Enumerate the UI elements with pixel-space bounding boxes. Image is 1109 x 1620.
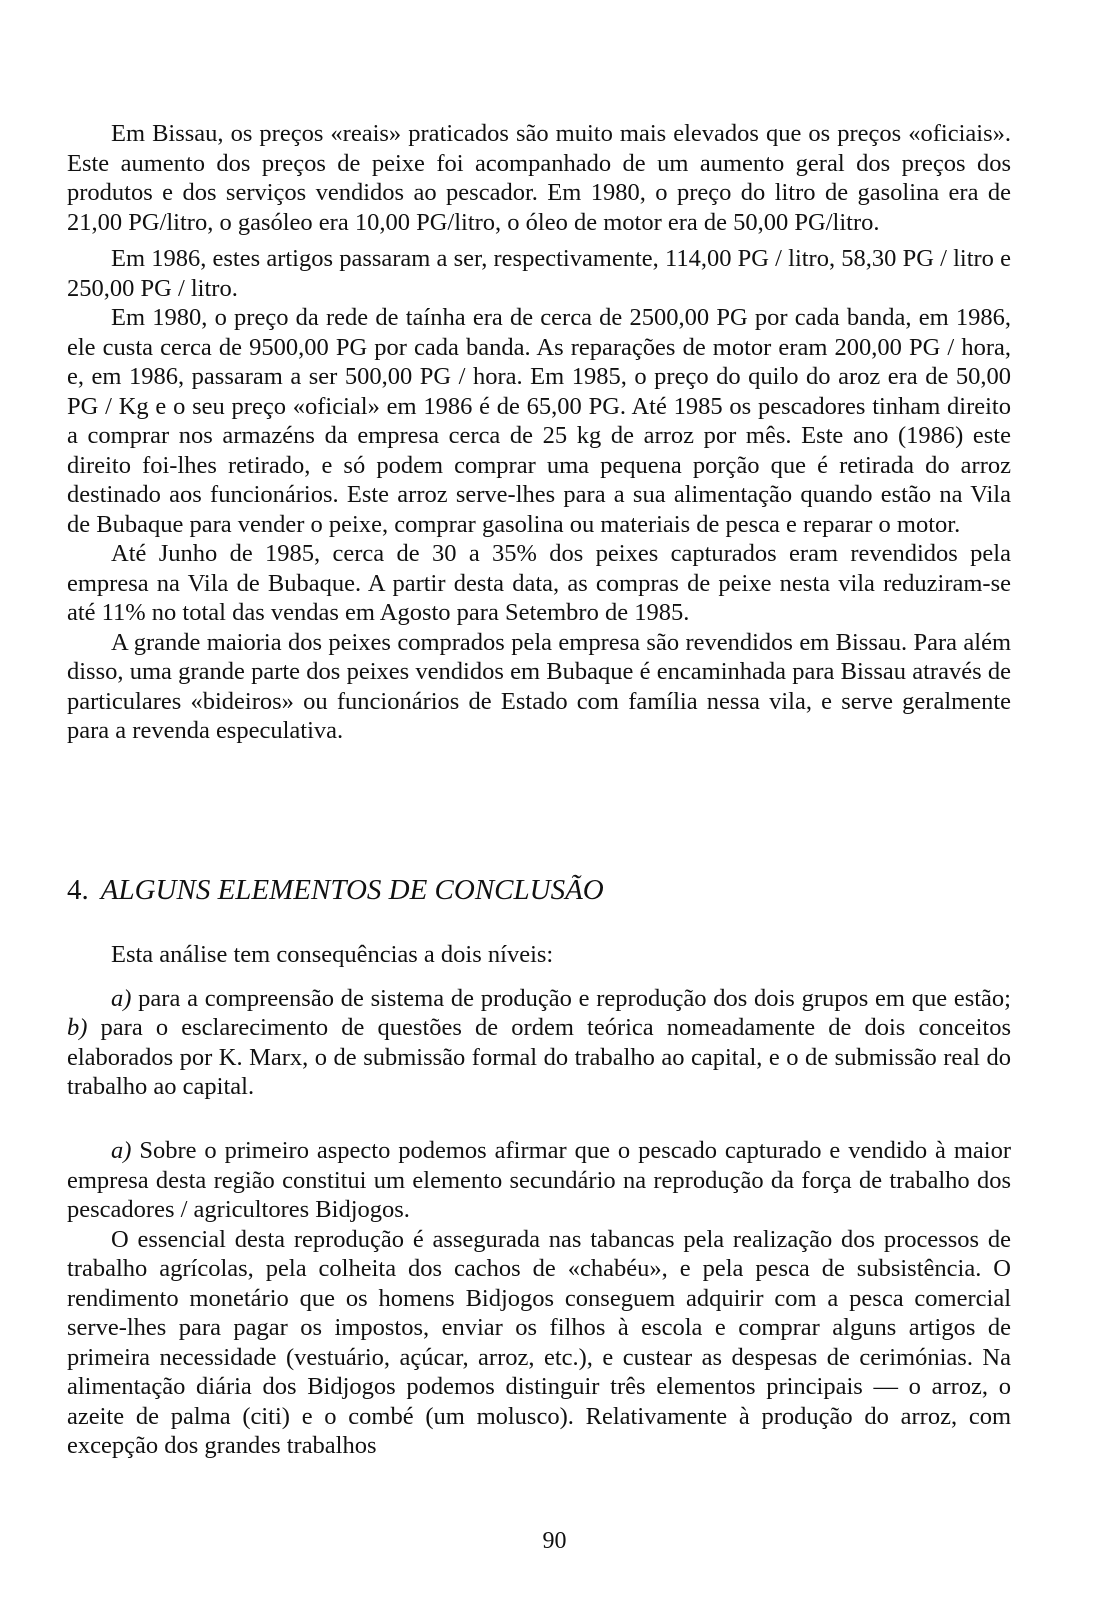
paragraph-june-1985: Até Junho de 1985, cerca de 30 a 35% dos peixes capturados eram revendidos pela empresa na Vila de Bubaque. A partir desta data, as compras de peixe nesta vila reduziram-se até 11% no total das vendas em Agosto para Setembro de 1985. bbox=[67, 540, 1011, 626]
body-text-aspect bbox=[67, 1136, 1011, 1461]
paragraph-prices-1986: Em 1986, estes artigos passaram a ser, respectivamente, 114,00 PG / litro, 58,30 PG / litro e 250,00 PG / litro. bbox=[67, 245, 1011, 302]
page-number: 90 bbox=[542, 1528, 567, 1554]
section-number: 4. bbox=[67, 874, 89, 906]
item-letter-a: a) bbox=[111, 984, 132, 1012]
aspect-letter-a: a) bbox=[111, 1137, 132, 1164]
section-heading bbox=[67, 872, 1011, 908]
section-title: ALGUNS ELEMENTOS DE CONCLUSÃO bbox=[100, 874, 604, 906]
paragraph-levels-list bbox=[67, 984, 1011, 1102]
item-letter-b: b) bbox=[67, 1014, 88, 1041]
paragraph-resale-bissau: A grande maioria dos peixes comprados pela empresa são revendidos em Bissau. Para além disso, uma grande parte dos peixes vendidos em Bubaque é encaminhada para Bissau através de particulares «bideiros» ou funcionários de Estado com família nessa vila, e serve geralmente para a revenda especulativa. bbox=[67, 628, 1011, 744]
item-text-b: para o esclarecimento de questões de ordem teórica nomeadamente de dois conceitos elaborados por K. Marx, o de submissão formal do trabalho ao capital, e o de submissão real do trabalho ao capital. bbox=[67, 1014, 1011, 1100]
body-text-levels bbox=[67, 940, 1011, 1102]
body-text-top bbox=[67, 119, 1011, 746]
paragraph-prices-bissau: Em Bissau, os preços «reais» praticados são muito mais elevados que os preços «oficiais». Este aumento dos preços de peixe foi acompanhado de um aumento geral dos preços dos produtos e dos serviços vendidos ao pescador. Em 1980, o preço do litro de gasolina era de 21,00 PG/litro, o gasóleo era 10,00 PG/litro, o óleo de motor era de 50,00 PG/litro. bbox=[67, 120, 1011, 236]
item-text-a: para a compreensão de sistema de produção e reprodução dos dois grupos em que estão; bbox=[131, 984, 1011, 1012]
aspect-text-a: Sobre o primeiro aspecto podemos afirmar que o pescado capturado e vendido à maior empresa desta região constitui um elemento secundário na reprodução da força de trabalho dos pescadores / agricultores Bidjogos. bbox=[67, 1137, 1011, 1223]
paragraph-essential-reproduction: O essencial desta reprodução é assegurada nas tabancas pela realização dos processos de trabalho agrícolas, pela colheita dos cachos de «chabéu», e pela pesca de subsistência. O rendimento monetário que os homens Bidjogos conseguem adquirir com a pesca comercial serve-lhes para pagar os impostos, enviar os filhos à escola e comprar alguns artigos de primeira necessidade (vestuário, açúcar, arroz, etc.), e custear as despesas de cerimónias. Na alimentação diária dos Bidjogos podemos distinguir três elementos principais — o arroz, o azeite de palma (citi) e o combé (um molusco). Relativamente à produção do arroz, com excepção dos grandes trabalhos bbox=[67, 1225, 1011, 1459]
paragraph-levels-intro: Esta análise tem consequências a dois níveis: bbox=[111, 941, 554, 968]
paragraph-first-aspect bbox=[67, 1136, 1011, 1225]
paragraph-net-prices: Em 1980, o preço da rede de taínha era de cerca de 2500,00 PG por cada banda, em 1986, ele custa cerca de 9500,00 PG por cada banda. As reparações de motor eram 200,00 PG / hora, e, em 1986, passaram a ser 500,00 PG / hora. Em 1985, o preço do quilo do aroz era de 50,00 PG / Kg e o seu preço «oficial» em 1986 é de 65,00 PG. Até 1985 os pescadores tinham direito a comprar nos armazéns da empresa cerca de 25 kg de arroz por mês. Este ano (1986) este direito foi-lhes retirado, e só podem comprar uma pequena porção que é retirada do arroz destinado aos funcionários. Este arroz serve-lhes para a sua alimentação quando estão na Vila de Bubaque para vender o peixe, comprar gasolina ou materiais de pesca e reparar o motor. bbox=[67, 304, 1011, 538]
